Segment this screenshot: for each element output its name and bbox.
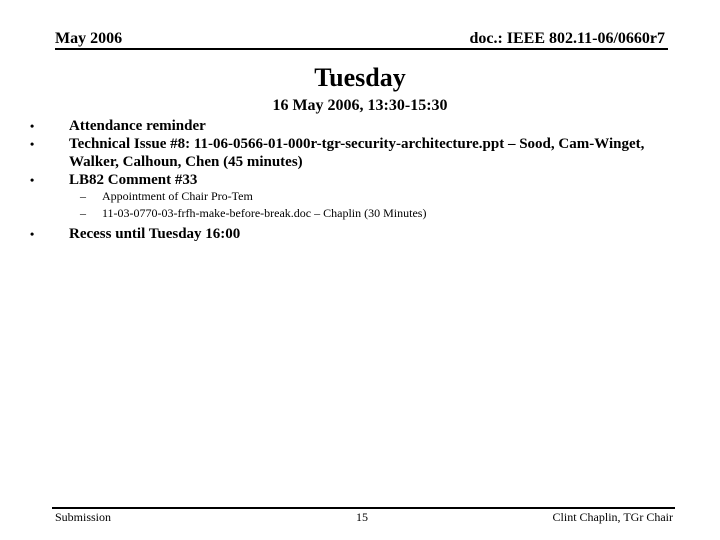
- header-date: May 2006: [55, 30, 123, 47]
- bullet-marker: •: [30, 137, 35, 151]
- header-doc-id: doc.: IEEE 802.11-06/0660r7: [469, 30, 665, 47]
- footer-submission: Submission: [55, 510, 112, 524]
- bullet-text: LB82 Comment #33: [69, 172, 198, 188]
- footer-author: Clint Chaplin, TGr Chair: [552, 510, 673, 524]
- bullet-marker: •: [30, 119, 35, 133]
- sub-bullet-marker: –: [80, 206, 86, 220]
- footer-page-number: 15: [356, 510, 368, 524]
- slide-subtitle: 16 May 2006, 13:30-15:30: [272, 97, 448, 114]
- bullet-text: Attendance reminder: [69, 118, 206, 134]
- sub-bullet-marker: –: [80, 189, 86, 203]
- header-divider: [55, 48, 668, 50]
- slide-title: Tuesday: [314, 63, 406, 92]
- bullet-marker: •: [30, 173, 35, 187]
- bullet-marker: •: [30, 227, 35, 241]
- bullet-text-line-2: Walker, Calhoun, Chen (45 minutes): [69, 154, 303, 170]
- sub-bullet-text: 11-03-0770-03-frfh-make-before-break.doc – Chaplin (30 Minutes): [102, 206, 427, 220]
- bullet-text-line-1: Technical Issue #8: 11-06-0566-01-000r-tgr-security-architecture.ppt – Sood, Cam-Winget,: [69, 136, 645, 152]
- footer-divider: [52, 507, 675, 509]
- sub-bullet-text: Appointment of Chair Pro-Tem: [102, 189, 253, 203]
- bullet-text: Recess until Tuesday 16:00: [69, 226, 241, 242]
